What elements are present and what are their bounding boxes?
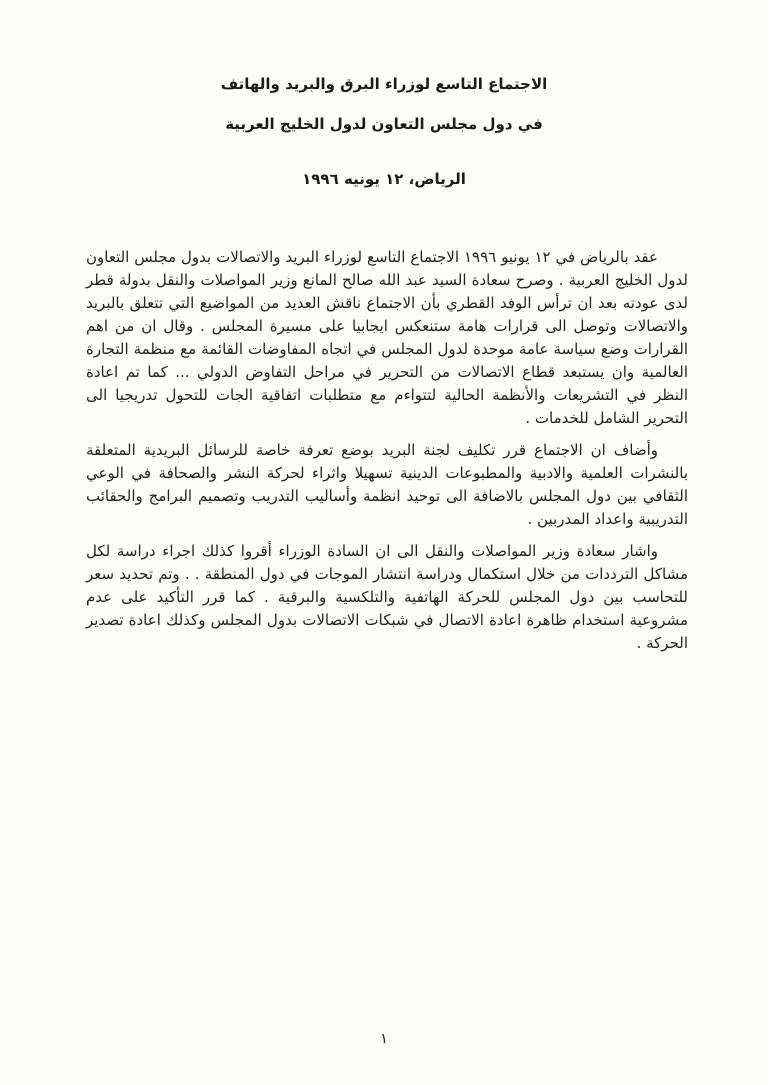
document-title-line-2: في دول مجلس التعاون لدول الخليج العربية — [225, 115, 543, 133]
body-paragraph: عقد بالرياض في ١٢ يونيو ١٩٩٦ الاجتماع التاسع لوزراء البريد والاتصالات بدول مجلس التعاون لدول الخليج العربية . وصرح سعادة السيد عبد الله صالح المانع وزير المواصلات والنقل بدولة قطر لدى عودته بعد ان ترأس الوفد القطري بأن الاجتماع ناقش العديد من المواضيع التي تتعلق بالبريد والاتصالات وتوصل الى قرارات هامة ستنعكس ايجابيا على مسيرة المجلس . وقال ان من اهم القرارات وضع سياسة عامة موحدة لدول المجلس في اتجاه المفاوضات القائمة مع منظمة التجارة العالمية وان يستبعد قطاع الاتصالات من التحرير في مراحل التفاوض الدولي ... كما تم اعادة النظر في التشريعات والأنظمة الحالية لتتواءم مع متطلبات اتفاقية الجات للتحول تدريجيا الى التحرير الشامل للخدمات . — [86, 248, 688, 427]
page-number: ١ — [380, 1031, 388, 1047]
document-date-line: الرياض، ١٢ يونيه ١٩٩٦ — [302, 170, 466, 188]
body-paragraph: واشار سعادة وزير المواصلات والنقل الى ان السادة الوزراء أقروا كذلك اجراء دراسة لكل مشاكل الترددات من خلال استكمال ودراسة انتشار الموجات في دول المنطقة . . وتم تحديد سعر للتحاسب بين دول المجلس للحركة الهاتفية والتلكسية والبرقية . كما قرر التأكيد على عدم مشروعية استخدام ظاهرة اعادة الاتصال في شبكات الاتصالات بدول المجلس وكذلك اعادة تصدير الحركة . — [86, 542, 688, 652]
document-body — [86, 246, 688, 655]
document-header — [0, 0, 768, 188]
document-title-line-1: الاجتماع التاسع لوزراء البرق والبريد والهاتف — [220, 75, 548, 93]
body-paragraph: وأضاف ان الاجتماع قرر تكليف لجنة البريد بوضع تعرفة خاصة للرسائل البريدية المتعلقة بالنشرات العلمية والادبية والمطبوعات الدينية تسهيلا واثراء لحركة النشر والصحافة في الوعي الثقافي بين دول المجلس بالاضافة الى توحيد انظمة وأساليب التدريب وتصميم البرامج والحقائب التدريبية واعداد المدربين . — [86, 441, 688, 528]
page-footer — [0, 1031, 768, 1047]
